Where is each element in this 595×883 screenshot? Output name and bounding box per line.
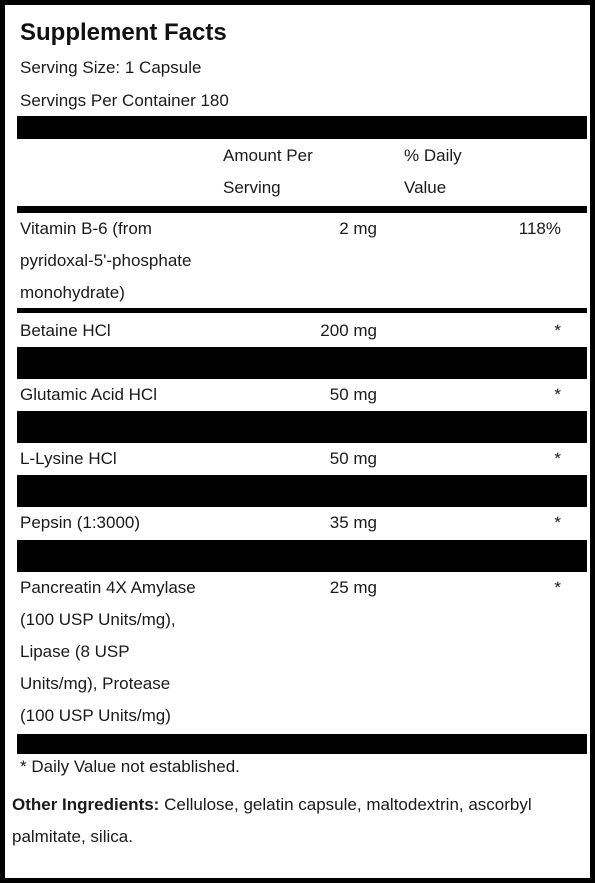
nutrient-daily-value: * [554,578,561,597]
nutrient-daily-value: * [554,513,561,532]
nutrient-name [20,572,196,732]
nutrient-amount: 25 mg [329,578,377,597]
other-ingredients-text: Cellulose, gelatin capsule, maltodextrin, ascorbyl palmitate, silica. [12,795,532,846]
nutrient-name-line: (100 USP Units/mg), [20,610,176,629]
nutrient-amount: 2 mg [339,219,377,238]
serving-size: Serving Size: 1 Capsule [20,58,202,77]
row-separator-bar [17,347,587,379]
nutrient-name-line: Glutamic Acid HCl [20,385,157,404]
footnote: * Daily Value not established. [20,757,240,776]
nutrient-daily-value: 118% [518,219,561,238]
nutrient-name [20,443,117,475]
panel-title: Supplement Facts [20,19,227,46]
dv-header-line2: Value [404,178,447,197]
nutrient-name-line: Betaine HCl [20,321,111,340]
divider-bar [17,116,587,139]
nutrient-amount: 200 mg [320,321,377,340]
nutrient-name-line: monohydrate) [20,283,125,302]
nutrient-name [20,379,157,411]
row-separator-bar [17,411,587,443]
nutrient-name-line: Pancreatin 4X Amylase [20,578,196,597]
nutrient-amount: 35 mg [329,513,377,532]
nutrient-name-line: Lipase (8 USP [20,642,130,661]
nutrient-daily-value: * [554,321,561,340]
nutrient-amount: 50 mg [329,385,377,404]
nutrient-name [20,315,111,347]
row-separator-bar [17,540,587,572]
other-ingredients-label: Other Ingredients: [12,795,160,814]
nutrient-name [20,507,140,539]
nutrient-name-line: Pepsin (1:3000) [20,513,141,532]
header-divider [17,206,587,213]
amount-header-line1: Amount Per [223,146,313,165]
nutrient-name-line: Vitamin B-6 (from [20,219,152,238]
row-separator-bar [17,734,587,754]
nutrient-name [20,213,191,309]
nutrient-daily-value: * [554,449,561,468]
dv-header-line1: % Daily [404,146,462,165]
nutrient-daily-value: * [554,385,561,404]
row-divider [17,308,587,313]
nutrient-name-line: L-Lysine HCl [20,449,117,468]
nutrient-amount: 50 mg [329,449,377,468]
servings-per-container: Servings Per Container 180 [20,91,229,110]
amount-header [223,140,313,204]
daily-value-header [404,140,462,204]
nutrient-name-line: (100 USP Units/mg) [20,706,171,725]
row-separator-bar [17,475,587,507]
other-ingredients [12,789,595,853]
nutrient-name-line: Units/mg), Protease [20,674,171,693]
amount-header-line2: Serving [223,178,281,197]
nutrient-name-line: pyridoxal-5'-phosphate [20,251,192,270]
